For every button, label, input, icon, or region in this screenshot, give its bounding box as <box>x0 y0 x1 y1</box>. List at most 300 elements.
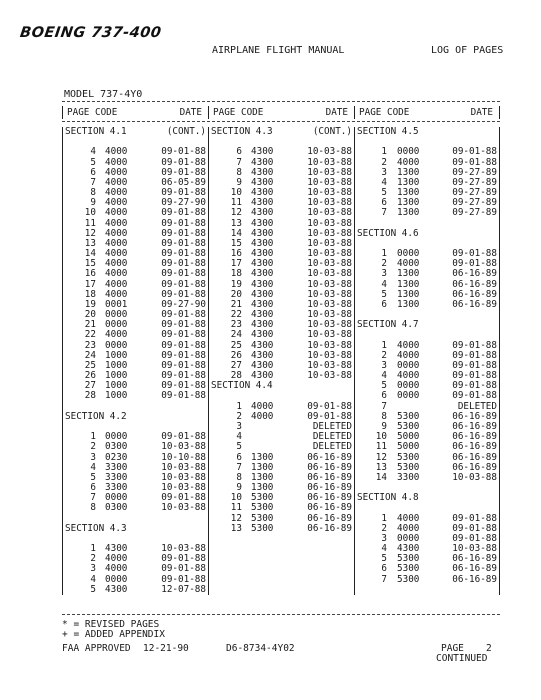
page-code-cell: 4000 <box>397 522 420 534</box>
section-title: SECTION 4.5 <box>357 126 419 137</box>
page-number-cell: 19 <box>84 298 96 310</box>
date-cell: 09-27-89 <box>452 207 497 219</box>
section-header-row <box>63 127 208 137</box>
page-code-cell: 4300 <box>251 349 274 361</box>
section-title: SECTION 4.1 <box>65 126 127 137</box>
section-title: SECTION 4.2 <box>65 410 127 422</box>
date-cell: 10-03-88 <box>161 543 206 555</box>
date-cell: 06-16-89 <box>452 451 497 463</box>
page-code-cell: 5300 <box>397 553 420 565</box>
table-row <box>63 147 208 157</box>
page-code-cell: 1300 <box>251 471 274 483</box>
page-number-cell: 16 <box>230 248 242 260</box>
page-number-cell: 25 <box>230 339 242 351</box>
page-code-cell: 4000 <box>105 207 128 219</box>
page-code-cell: 0000 <box>105 431 128 443</box>
page-code-cell: 4000 <box>397 156 420 168</box>
date-cell: 09-01-88 <box>161 217 206 229</box>
page-number-cell: 7 <box>90 492 96 504</box>
page-number-cell: 27 <box>230 359 242 371</box>
page-code-cell: 4000 <box>105 258 128 270</box>
date-cell: 10-03-88 <box>452 543 497 555</box>
page-number-cell: 3 <box>381 532 387 544</box>
section-header-row <box>209 127 354 137</box>
table-row <box>63 391 208 401</box>
page-code-cell: 3300 <box>105 482 128 494</box>
page-number-cell: 21 <box>84 319 96 331</box>
page-number-cell: 4 <box>381 370 387 382</box>
page-number-cell: 3 <box>381 166 387 178</box>
page-code-cell: 4000 <box>105 217 128 229</box>
table-row <box>63 585 208 595</box>
page-number-cell: 1 <box>90 431 96 443</box>
date-cell: 06-16-89 <box>452 553 497 565</box>
date-cell: 09-01-88 <box>161 187 206 199</box>
log-of-pages-table <box>62 106 500 595</box>
page-number-cell: 25 <box>84 359 96 371</box>
date-cell: 06-16-89 <box>307 502 352 514</box>
date-cell: 10-03-88 <box>307 258 352 270</box>
date-cell: 10-03-88 <box>307 359 352 371</box>
date-cell: 09-01-88 <box>161 207 206 219</box>
footnotes <box>62 620 165 640</box>
page-code-cell: 4300 <box>251 217 274 229</box>
date-cell: 10-03-88 <box>307 349 352 361</box>
header-page-code: PAGE CODE <box>213 107 264 118</box>
date-cell: 10-03-88 <box>161 482 206 494</box>
date-cell: 10-03-88 <box>307 319 352 331</box>
page-number-cell: 26 <box>230 349 242 361</box>
page-number-cell: 2 <box>90 553 96 565</box>
page-code-cell: 1300 <box>397 268 420 280</box>
page-number-cell: 3 <box>381 268 387 280</box>
page-number-cell: 8 <box>236 471 242 483</box>
page-number-cell: 6 <box>90 482 96 494</box>
page-number-cell: 13 <box>375 461 387 473</box>
header-page-code: PAGE CODE <box>67 107 118 118</box>
page-number-cell: 27 <box>84 380 96 392</box>
page-code-cell: 1300 <box>251 451 274 463</box>
page-code-cell: 5300 <box>397 420 420 432</box>
page-number-cell: 7 <box>236 461 242 473</box>
date-cell: 10-03-88 <box>307 187 352 199</box>
page-code-cell: 4000 <box>397 370 420 382</box>
page-number-cell: 3 <box>236 420 242 432</box>
date-cell: 06-16-89 <box>452 461 497 473</box>
section-title: SECTION 4.4 <box>211 380 273 392</box>
date-cell: 10-03-88 <box>307 339 352 351</box>
date-cell: 09-01-88 <box>161 359 206 371</box>
page-code-cell: 5300 <box>251 502 274 514</box>
page-code-cell: 4300 <box>251 207 274 219</box>
page-code-cell: 1300 <box>251 461 274 473</box>
page-code-cell: 5300 <box>251 522 274 534</box>
page-code-cell: 4300 <box>251 359 274 371</box>
header-cell <box>208 106 354 119</box>
page-number-cell: 4 <box>90 146 96 158</box>
page-number-cell: 8 <box>90 502 96 514</box>
date-cell: DELETED <box>457 400 497 412</box>
page-number-cell: 18 <box>84 288 96 300</box>
page-code-cell: 0000 <box>397 390 420 402</box>
date-cell: 06-16-89 <box>307 512 352 524</box>
page-number-cell: 5 <box>90 471 96 483</box>
note-appendix: + = ADDED APPENDIX <box>62 629 165 641</box>
page-code-cell: 4300 <box>251 309 274 321</box>
bottom-divider <box>62 614 500 615</box>
table-row <box>209 442 354 452</box>
page-number-cell: 10 <box>375 431 387 443</box>
page-code-cell: 4000 <box>105 288 128 300</box>
date-cell: 09-01-88 <box>452 146 497 158</box>
page-number-cell: 6 <box>381 390 387 402</box>
page-code-cell: 0000 <box>397 359 420 371</box>
table-row <box>63 503 208 513</box>
page-code-cell: 4000 <box>397 349 420 361</box>
date-cell: 09-01-88 <box>161 258 206 270</box>
page-number-cell: 15 <box>84 258 96 270</box>
page-code-cell: 5300 <box>251 512 274 524</box>
date-cell: 09-01-88 <box>161 278 206 290</box>
page-code-cell: 1000 <box>105 380 128 392</box>
page-number-cell: 8 <box>90 187 96 199</box>
page-number-cell: 13 <box>230 217 242 229</box>
date-cell: 10-03-88 <box>307 207 352 219</box>
page-number-cell: 22 <box>84 329 96 341</box>
page-code-cell: 4000 <box>251 410 274 422</box>
date-cell: 06-16-89 <box>307 461 352 473</box>
date-cell: 09-27-89 <box>452 187 497 199</box>
page-code-cell: 5300 <box>397 410 420 422</box>
page-code-cell: 1000 <box>105 370 128 382</box>
table-header <box>62 106 500 119</box>
page-code-cell: 1300 <box>397 288 420 300</box>
page-number-cell: 2 <box>90 441 96 453</box>
date-cell: 06-05-89 <box>161 176 206 188</box>
section-header-row <box>63 412 208 422</box>
page-code-cell: 4300 <box>251 370 274 382</box>
page-code-cell: 0000 <box>397 146 420 158</box>
page-code-cell: 4000 <box>105 166 128 178</box>
date-cell: 09-27-89 <box>452 166 497 178</box>
page-number-cell: 12 <box>84 227 96 239</box>
page-number-cell: 8 <box>381 410 387 422</box>
continued-label: CONTINUED <box>436 653 488 664</box>
page-number-cell: 7 <box>90 176 96 188</box>
page-code-cell: 4300 <box>105 543 128 555</box>
page-code-cell: 1300 <box>397 298 420 310</box>
page-code-cell: 1300 <box>397 278 420 290</box>
page-code-cell: 4300 <box>251 156 274 168</box>
page-code-cell: 0000 <box>397 380 420 392</box>
date-cell: 09-01-88 <box>452 349 497 361</box>
section-title: SECTION 4.6 <box>357 227 419 239</box>
page-code-cell: 4000 <box>105 248 128 260</box>
page-code-cell: 4300 <box>251 227 274 239</box>
page-number-cell: 7 <box>236 156 242 168</box>
page-code-cell: 0000 <box>105 319 128 331</box>
header-date: DATE <box>179 107 202 118</box>
page-number-cell: 4 <box>381 543 387 555</box>
page-number-cell: 7 <box>381 400 387 412</box>
page-number-cell: 2 <box>381 522 387 534</box>
section-header-row <box>355 320 499 330</box>
date-cell: 06-16-89 <box>452 278 497 290</box>
date-cell: 09-01-88 <box>452 370 497 382</box>
page-number-cell: 1 <box>381 339 387 351</box>
page-number-cell: 5 <box>381 553 387 565</box>
page-number-cell: 3 <box>90 563 96 575</box>
page-code-cell: 4300 <box>251 268 274 280</box>
page-code-cell: 4300 <box>251 258 274 270</box>
date-cell: 10-10-88 <box>161 451 206 463</box>
page-number-cell: 1 <box>381 248 387 260</box>
page-number-cell: 13 <box>230 522 242 534</box>
page-code-cell: 1300 <box>397 197 420 209</box>
page-code-cell: 0000 <box>105 339 128 351</box>
page-number-cell: 17 <box>84 278 96 290</box>
date-cell: 09-01-88 <box>452 359 497 371</box>
page-code-cell: 4000 <box>105 146 128 158</box>
date-cell: 06-16-89 <box>452 563 497 575</box>
table-column-left <box>62 127 208 595</box>
page-number-cell: 11 <box>230 502 242 514</box>
date-cell: 10-03-88 <box>307 298 352 310</box>
page-code-cell: 4000 <box>105 563 128 575</box>
date-cell: 09-01-88 <box>161 166 206 178</box>
page-number-cell: 2 <box>381 349 387 361</box>
page-code-cell: 4300 <box>251 319 274 331</box>
section-title: SECTION 4.3 <box>65 522 127 534</box>
date-cell: 09-01-88 <box>161 553 206 565</box>
date-cell: 09-01-88 <box>452 339 497 351</box>
date-cell: 10-03-88 <box>307 248 352 260</box>
continued-marker: (CONT.) <box>166 126 206 137</box>
page-code-cell: 4000 <box>105 187 128 199</box>
page-code-cell: 4000 <box>397 339 420 351</box>
page-code-cell: 4300 <box>251 298 274 310</box>
date-cell: 10-03-88 <box>307 227 352 239</box>
page-code-cell: 5300 <box>397 573 420 585</box>
date-cell: 10-03-88 <box>452 471 497 483</box>
page-number-cell: 4 <box>381 176 387 188</box>
table-row <box>355 442 499 452</box>
page-code-cell: 4000 <box>105 268 128 280</box>
page-number-cell: 3 <box>381 359 387 371</box>
page-label: PAGE <box>441 643 464 654</box>
page-code-cell: 4300 <box>251 197 274 209</box>
page-code-cell: 0300 <box>105 502 128 514</box>
page-number-cell: 26 <box>84 370 96 382</box>
date-cell: 10-03-88 <box>307 156 352 168</box>
page-number-cell: 5 <box>381 288 387 300</box>
table-row <box>355 473 499 483</box>
date-cell: 06-16-89 <box>452 420 497 432</box>
page-code-cell: 0000 <box>105 573 128 585</box>
page-number-cell: 1 <box>381 146 387 158</box>
page-number-cell: 7 <box>381 207 387 219</box>
page-number-cell: 11 <box>230 197 242 209</box>
date-cell: 10-03-88 <box>307 146 352 158</box>
date-cell: 09-01-88 <box>161 349 206 361</box>
page-number-cell: 12 <box>375 451 387 463</box>
page-number-cell: 10 <box>230 187 242 199</box>
date-cell: 09-01-88 <box>452 512 497 524</box>
date-cell: 06-16-89 <box>307 492 352 504</box>
page-number-cell: 9 <box>236 176 242 188</box>
page-code-cell: 4300 <box>251 288 274 300</box>
date-cell: 09-01-88 <box>307 410 352 422</box>
date-cell: 09-01-88 <box>161 156 206 168</box>
page-number: 2 <box>486 643 492 654</box>
page-number-cell: 17 <box>230 258 242 270</box>
date-cell: 09-01-88 <box>161 492 206 504</box>
document-number: D6-8734-4Y02 <box>226 643 295 654</box>
page-code-cell: 5300 <box>397 451 420 463</box>
page-number-cell: 14 <box>84 248 96 260</box>
date-cell: 06-16-89 <box>307 522 352 534</box>
page-code-cell: 0001 <box>105 298 128 310</box>
page-code-cell: 4300 <box>251 166 274 178</box>
date-cell: 10-03-88 <box>161 441 206 453</box>
date-cell: 10-03-88 <box>307 237 352 249</box>
page-number-cell: 15 <box>230 237 242 249</box>
page-number-cell: 24 <box>230 329 242 341</box>
page-code-cell: 1000 <box>105 359 128 371</box>
date-cell: 09-01-88 <box>452 380 497 392</box>
section-title: SECTION 4.8 <box>357 492 419 504</box>
page-code-cell: 0000 <box>105 309 128 321</box>
page-number-cell: 1 <box>90 543 96 555</box>
date-cell: 09-01-88 <box>161 248 206 260</box>
page-number-cell: 6 <box>236 146 242 158</box>
page-code-cell: 1300 <box>397 207 420 219</box>
page-number-cell: 1 <box>236 400 242 412</box>
date-cell: 09-01-88 <box>161 329 206 341</box>
section-header-row <box>355 127 499 137</box>
page-number-cell: 5 <box>381 187 387 199</box>
section-header-row <box>63 524 208 534</box>
page-number-cell: 28 <box>84 390 96 402</box>
page-number-cell: 14 <box>230 227 242 239</box>
date-cell: 06-16-89 <box>452 268 497 280</box>
page-code-cell: 4300 <box>251 146 274 158</box>
date-cell: 10-03-88 <box>307 370 352 382</box>
page-code-cell: 4000 <box>397 512 420 524</box>
date-cell: 10-03-88 <box>307 217 352 229</box>
page-number-cell: 12 <box>230 512 242 524</box>
page-code-cell: 4000 <box>105 227 128 239</box>
date-cell: 09-01-88 <box>161 563 206 575</box>
table-row <box>209 147 354 157</box>
header-cell <box>62 106 208 119</box>
model-label: MODEL 737-4Y0 <box>64 89 143 100</box>
date-cell: 09-01-88 <box>161 339 206 351</box>
table-row <box>209 503 354 513</box>
date-cell: 09-01-88 <box>161 309 206 321</box>
page-code-cell: 4300 <box>105 583 128 595</box>
page-code-cell: 4000 <box>105 329 128 341</box>
faa-approved-date: 12-21-90 <box>143 643 189 654</box>
section-title: SECTION 4.7 <box>357 319 419 331</box>
date-cell: 09-01-88 <box>161 380 206 392</box>
page-number-cell: 24 <box>84 349 96 361</box>
page-number-cell: 10 <box>230 492 242 504</box>
page-code-cell: 0300 <box>105 441 128 453</box>
page-number-cell: 11 <box>84 217 96 229</box>
date-cell: 10-03-88 <box>307 288 352 300</box>
page-code-cell: 4300 <box>251 248 274 260</box>
note-revised: * = REVISED PAGES <box>62 619 160 630</box>
page-number-cell: 20 <box>84 309 96 321</box>
section-header-row <box>355 493 499 503</box>
date-cell: 10-03-88 <box>307 268 352 280</box>
page-number-cell: 6 <box>381 197 387 209</box>
header-page-code: PAGE CODE <box>359 107 410 118</box>
page-code-cell: 4300 <box>251 237 274 249</box>
date-cell: 06-16-89 <box>452 441 497 453</box>
date-cell: 10-03-88 <box>307 309 352 321</box>
date-cell: 09-27-89 <box>452 197 497 209</box>
section-header-row <box>355 229 499 239</box>
page-number-cell: 20 <box>230 288 242 300</box>
page-number-cell: 5 <box>90 156 96 168</box>
table-row <box>209 524 354 534</box>
page-number-cell: 23 <box>84 339 96 351</box>
page-number-cell: 23 <box>230 319 242 331</box>
table-column-right <box>354 127 500 595</box>
page-number-cell: 2 <box>236 410 242 422</box>
page-code-cell: 1300 <box>397 166 420 178</box>
page-code-cell: 5300 <box>397 461 420 473</box>
page-code-cell: 1300 <box>397 176 420 188</box>
page-number-cell: 13 <box>84 237 96 249</box>
page-number-cell: 6 <box>381 298 387 310</box>
date-cell: 10-03-88 <box>161 502 206 514</box>
page-number-cell: 16 <box>84 268 96 280</box>
page-number-cell: 22 <box>230 309 242 321</box>
page-code-cell: 5000 <box>397 431 420 443</box>
date-cell: 09-27-89 <box>452 176 497 188</box>
table-row <box>355 147 499 157</box>
date-cell: 10-03-88 <box>307 329 352 341</box>
section-header-row <box>209 381 354 391</box>
top-divider <box>62 101 500 102</box>
page-number-cell: 19 <box>230 278 242 290</box>
page-code-cell: 0000 <box>397 532 420 544</box>
page-code-cell: 1000 <box>105 349 128 361</box>
date-cell: 10-03-88 <box>307 166 352 178</box>
date-cell: 09-01-88 <box>161 237 206 249</box>
page-number-cell: 12 <box>230 207 242 219</box>
date-cell: DELETED <box>312 441 352 453</box>
date-cell: 09-01-88 <box>161 227 206 239</box>
date-cell: 12-07-88 <box>161 583 206 595</box>
page-number-cell: 6 <box>236 451 242 463</box>
page-section-title: LOG OF PAGES <box>431 45 504 56</box>
page-code-cell: 1300 <box>397 187 420 199</box>
page-number-cell: 5 <box>381 380 387 392</box>
page-number-cell: 5 <box>236 441 242 453</box>
page-number-cell: 4 <box>236 431 242 443</box>
date-cell: 09-01-88 <box>161 573 206 585</box>
page-code-cell: 4300 <box>397 543 420 555</box>
date-cell: 09-01-88 <box>161 319 206 331</box>
page-number-cell: 9 <box>381 420 387 432</box>
page-number-cell: 9 <box>236 482 242 494</box>
date-cell: DELETED <box>312 431 352 443</box>
date-cell: 06-16-89 <box>307 482 352 494</box>
